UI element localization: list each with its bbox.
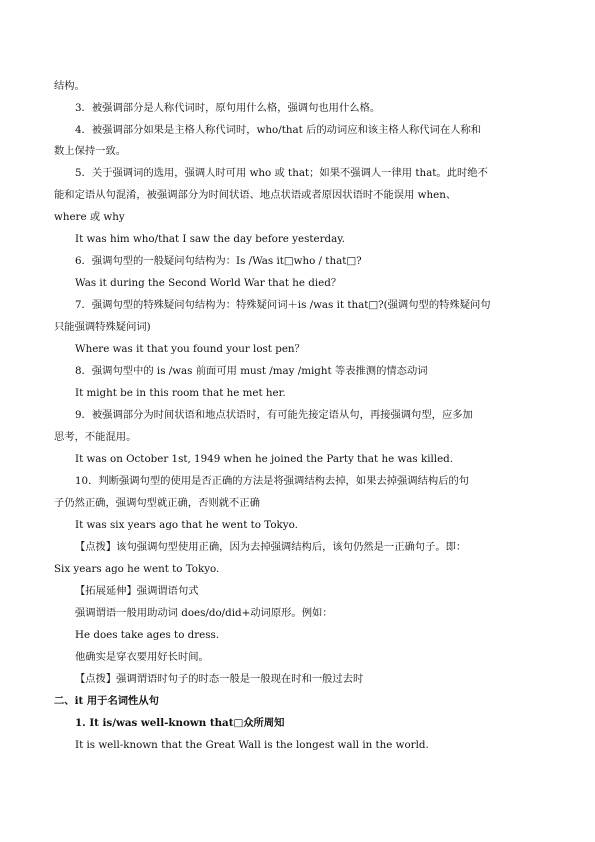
text-line: It was six years ago that he went to Tokyo. (75, 519, 298, 531)
text-line: 3．被强调部分是人称代词时，原句用什么格，强调句也用什么格。 (75, 102, 381, 114)
text-line: where 或 why (54, 211, 125, 223)
text-line: 强调谓语一般用助动词 does/do/did+动词原形。例如： (75, 607, 333, 619)
text-line: 结构。 (54, 80, 85, 92)
text-line: 【点拨】强调谓语时句子的时态一般是一般现在时和一般过去时 (75, 673, 364, 685)
text-line: 【点拨】该句强调句型使用正确，因为去掉强调结构后，该句仍然是一正确句子。即： (75, 541, 467, 553)
text-line: 只能强调特殊疑问词) (54, 321, 151, 333)
text-line: 9．被强调部分为时间状语和地点状语时，有可能先接定语从句，再接强调句型，应多加 (75, 409, 473, 421)
text-line: 7．强调句型的特殊疑问句结构为：特殊疑问词＋is /was it that□?(强调句型的特殊疑问句 (75, 299, 491, 311)
text-line: Six years ago he went to Tokyo. (54, 563, 220, 575)
section-heading: 二、it 用于名词性从句 (54, 695, 159, 707)
text-line: 8．强调句型中的 is /was 前面可用 must /may /might 等表推测的情态动词 (75, 365, 428, 377)
text-line: Was it during the Second World War that he died？ (75, 277, 342, 289)
text-line: It is well-known that the Great Wall is the longest wall in the world. (75, 739, 429, 751)
text-line: 【拓展延伸】强调谓语句式 (75, 585, 199, 597)
text-line: It might be in this room that he met her. (75, 387, 286, 399)
text-line: 他确实是穿衣要用好长时间。 (75, 651, 209, 663)
text-line: He does take ages to dress. (75, 629, 220, 641)
text-line: 6．强调句型的一般疑问句结构为：Is /Was it□who / that□? (75, 255, 362, 267)
text-line: 能和定语从句混淆，被强调部分为时间状语、地点状语或者原因状语时不能误用 when、 (54, 189, 457, 201)
text-line: 4．被强调部分如果是主格人称代词时，who/that 后的动词应和该主格人称代词在人称和 (75, 124, 482, 136)
text-line: Where was it that you found your lost pen？ (75, 343, 305, 355)
text-line: 5．关于强调词的选用，强调人时可用 who 或 that；如果不强调人一律用 that。此时绝不 (75, 167, 488, 179)
text-line: It was on October 1st, 1949 when he joined the Party that he was killed. (75, 453, 454, 465)
text-line: 数上保持一致。 (54, 145, 127, 157)
text-line: 10．判断强调句型的使用是否正确的方法是将强调结构去掉，如果去掉强调结构后的句 (75, 475, 470, 487)
subsection-heading: 1. It is/was well-known that□众所周知 (75, 717, 285, 729)
text-line: 子仍然正确，强调句型就正确，否则就不正确 (54, 497, 260, 509)
text-line: 思考，不能混用。 (54, 431, 137, 443)
text-line: It was him who/that I saw the day before yesterday. (75, 233, 345, 245)
